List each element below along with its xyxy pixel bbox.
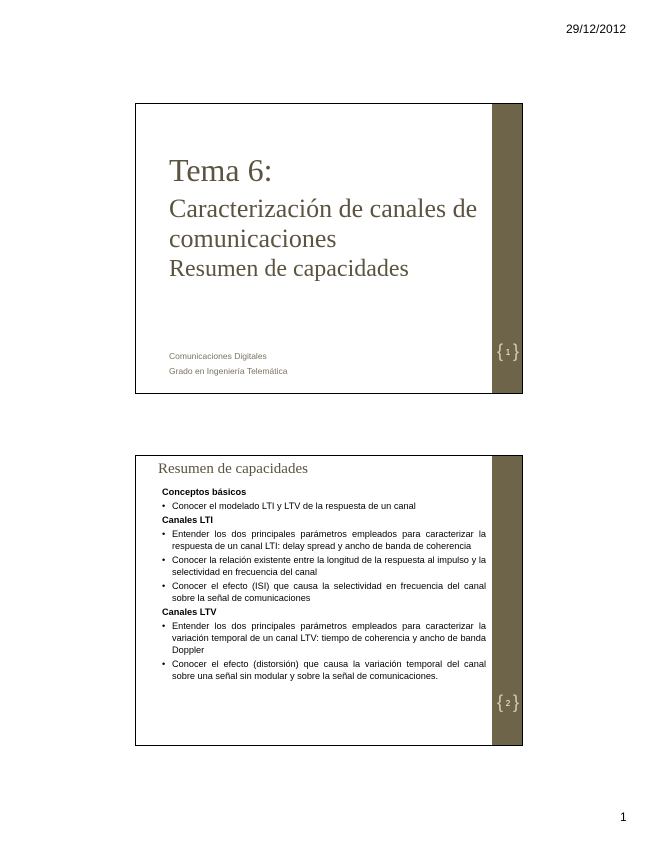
slide-1-title: [169, 152, 489, 283]
slide-thumbnail-2: [135, 455, 523, 746]
title-line-1: Tema 6:: [169, 152, 273, 188]
bullet-item: • Entender los dos principales parámetros empleados para caracterizar la respuesta de un canal LTI: delay spread y ancho de banda de coherencia: [162, 528, 486, 552]
section-title: Canales LTI: [162, 515, 213, 525]
page-number: 1: [620, 810, 627, 824]
title-line-2: Caracterización de canales de comunicaciones: [169, 194, 478, 254]
section-title: Canales LTV: [162, 607, 217, 617]
footer-course: Comunicaciones Digitales: [169, 351, 267, 361]
slide-number-badge: { 2 }: [496, 692, 520, 714]
section-title: Conceptos básicos: [162, 487, 247, 497]
footer-degree: Grado en Ingeniería Telemática: [169, 366, 288, 376]
slide-1-footer: [169, 349, 287, 379]
bullet-item: • Conocer la relación existente entre la longitud de la respuesta al impulso y la selectividad en frecuencia del canal: [162, 554, 486, 578]
slide-2-body: [162, 484, 486, 684]
bullet-item: • Conocer el modelado LTI y LTV de la respuesta de un canal: [162, 500, 486, 512]
page-date: 29/12/2012: [566, 22, 627, 36]
slide-2-heading: Resumen de capacidades: [158, 461, 308, 477]
bullet-item: • Entender los dos principales parámetros empleados para caracterizar la variación temporal de un canal LTV: tiempo de coherencia y ancho de banda Doppler: [162, 620, 486, 656]
slide-thumbnail-1: [135, 103, 523, 394]
bullet-item: • Conocer el efecto (ISI) que causa la selectividad en frecuencia del canal sobre la señal de comunicaciones: [162, 580, 486, 604]
slide-number-badge: { 1 }: [496, 341, 520, 363]
bullet-item: • Conocer el efecto (distorsión) que causa la variación temporal del canal sobre una señal sin modular y sobre la señal de comunicaciones.: [162, 658, 486, 682]
title-line-3: Resumen de capacidades: [169, 255, 409, 282]
